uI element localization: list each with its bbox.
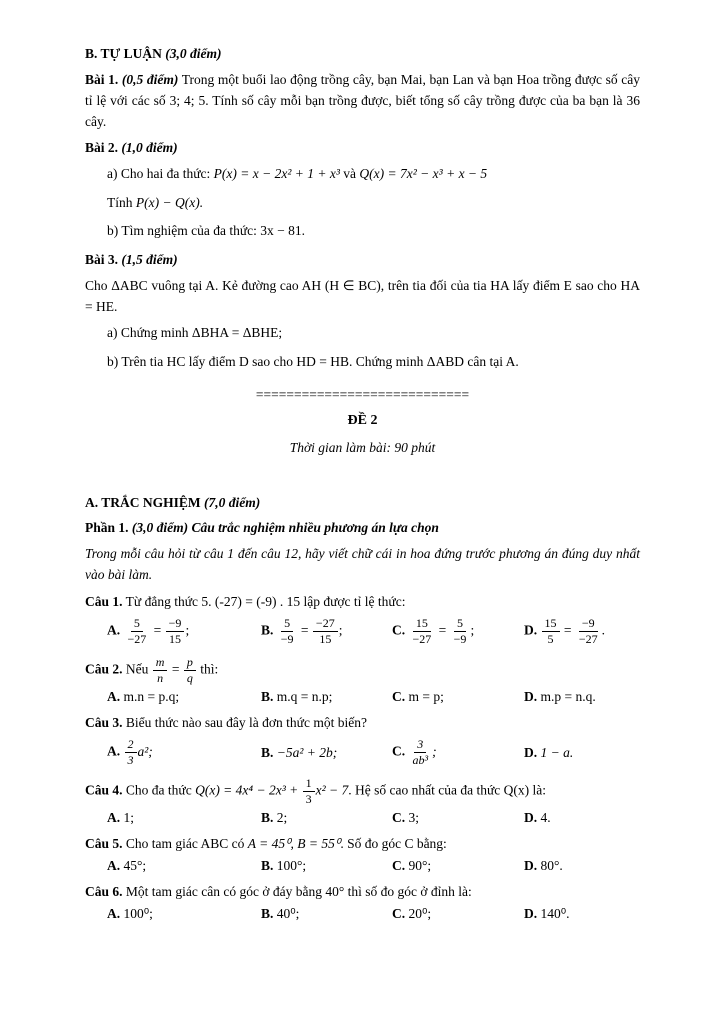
section-divider: ============================ — [255, 386, 470, 402]
q4-option-c — [392, 810, 524, 826]
fraction-numerator: p — [184, 655, 196, 671]
q6-text: Một tam giác cân có góc ở đáy bằng 40° thì số đo góc ở đỉnh là: — [125, 883, 472, 899]
q5-math: A = 45⁰, B = 55⁰ — [247, 836, 341, 852]
equals-sign: = — [153, 622, 162, 638]
option-letter: B. — [261, 857, 274, 873]
fraction-denominator: q — [186, 671, 193, 686]
fraction-numerator: 15 — [542, 616, 560, 632]
fraction-numerator: 2 — [125, 737, 137, 753]
option-text: m.q = n.p; — [276, 689, 333, 705]
option-text: 80°. — [540, 857, 563, 873]
option-text: 1; — [123, 810, 135, 826]
q6-option-b — [261, 906, 392, 922]
option-post: a²; — [137, 743, 153, 759]
option-letter: D. — [524, 744, 538, 760]
option-letter: B. — [261, 905, 274, 921]
q4-label: Câu 4. — [85, 782, 123, 798]
mc-section-heading — [85, 493, 640, 514]
fraction-denominator: −9 — [453, 632, 467, 647]
option-letter: C. — [392, 905, 406, 921]
tinh-prefix: Tính — [107, 194, 133, 210]
q5-label: Câu 5. — [85, 836, 123, 852]
option-text: 3; — [408, 810, 420, 826]
polynomial-p: P(x) = x − 2x² + 1 + x³ — [213, 165, 340, 181]
question-5 — [85, 834, 640, 855]
tinh-expression: P(x) − Q(x). — [135, 194, 204, 210]
option-text: 90°; — [408, 857, 432, 873]
fraction — [153, 655, 168, 686]
option-letter: D. — [524, 689, 538, 705]
polynomial-q: Q(x) = 7x² − x³ + x − 5 — [359, 165, 488, 181]
q2-option-b — [261, 689, 392, 705]
q1-option-a — [107, 616, 261, 647]
bai3-item-b: b) Trên tia HC lấy điểm D sao cho HD = HB. Chứng minh ΔABD cân tại A. — [107, 354, 519, 370]
question-6 — [85, 882, 640, 903]
option-text: 2; — [276, 810, 288, 826]
option-tail: . — [601, 622, 606, 638]
q5-options — [107, 858, 640, 874]
fraction — [184, 655, 196, 686]
option-letter: A. — [107, 810, 121, 826]
q1-label: Câu 1. — [85, 594, 123, 610]
option-text: m = p; — [408, 689, 444, 705]
fraction-numerator: −9 — [166, 616, 185, 632]
equals-sign: = — [171, 661, 180, 677]
fraction — [542, 616, 560, 647]
fraction-numerator: 5 — [454, 616, 466, 632]
fraction — [410, 616, 435, 647]
fraction-numerator: −9 — [579, 616, 598, 632]
fraction-numerator: 3 — [414, 737, 426, 753]
q5-pre: Cho tam giác ABC có — [125, 836, 245, 852]
fraction — [451, 616, 470, 647]
essay-heading-label: B. TỰ LUẬN — [85, 46, 162, 61]
q1-option-b — [261, 616, 392, 647]
q4-pre: Cho đa thức — [125, 782, 192, 798]
question-1 — [85, 592, 640, 613]
fraction — [166, 616, 185, 647]
q3-text: Biểu thức nào sau đây là đơn thức một biến? — [125, 715, 367, 731]
fraction — [303, 776, 315, 807]
option-tail: ; — [338, 622, 343, 638]
equals-sign: = — [300, 622, 309, 638]
q2-pre: Nếu — [125, 661, 149, 677]
bai2-item-b — [107, 221, 640, 242]
q4-option-b — [261, 810, 392, 826]
fraction — [410, 737, 432, 768]
option-letter: C. — [392, 810, 406, 826]
q4-option-d — [524, 810, 640, 826]
q2-option-c — [392, 689, 524, 705]
mc-instruction: Trong mỗi câu hỏi từ câu 1 đến câu 12, hãy viết chữ cái in hoa đứng trước phương án đúng duy nhất vào bài làm. — [85, 546, 640, 583]
q4-tail: . Hệ số cao nhất của đa thức Q(x) là: — [348, 782, 547, 798]
mc-heading-points: (7,0 điểm) — [204, 494, 261, 510]
option-tail: ; — [470, 622, 475, 638]
option-letter: B. — [261, 810, 274, 826]
exam-duration: Thời gian làm bài: 90 phút — [289, 439, 436, 455]
option-letter: D. — [524, 905, 538, 921]
q1-text: Từ đẳng thức 5. (-27) = (-9) . 15 lập được tỉ lệ thức: — [125, 594, 406, 610]
fraction-denominator: 15 — [319, 632, 332, 647]
bai1-points: (0,5 điểm) — [121, 71, 179, 87]
bai2-a-and: và — [343, 165, 357, 181]
q2-option-d — [524, 689, 640, 705]
q6-option-d — [524, 906, 640, 922]
equals-sign: = — [438, 622, 447, 638]
bai3-points: (1,5 điểm) — [121, 252, 178, 268]
fraction-denominator: −27 — [578, 632, 598, 647]
option-letter: D. — [524, 857, 538, 873]
q5-option-d — [524, 858, 640, 874]
bai2-b-expression: 3x − 81. — [260, 223, 306, 239]
q2-label: Câu 2. — [85, 661, 123, 677]
fraction-denominator: 3 — [305, 792, 312, 807]
problem-bai1 — [85, 70, 640, 133]
question-2 — [85, 655, 640, 686]
q3-option-c — [392, 737, 524, 768]
option-letter: C. — [392, 857, 406, 873]
fraction-numerator: m — [153, 655, 168, 671]
mc-heading-label: A. TRẮC NGHIỆM — [85, 494, 201, 510]
option-text: 4. — [540, 810, 551, 826]
bai2-points: (1,0 điểm) — [121, 139, 178, 155]
q3-option-b — [261, 745, 392, 761]
option-text: m.p = n.q. — [540, 689, 596, 705]
part1-desc: (3,0 điểm) Câu trắc nghiệm nhiều phương án lựa chọn — [131, 520, 439, 536]
fraction-denominator: ab³ — [412, 753, 429, 768]
option-expression — [124, 737, 153, 768]
bai3-label: Bài 3. — [85, 252, 119, 268]
question-3 — [85, 713, 640, 734]
q2-tail: thì: — [200, 661, 219, 677]
bai3-item-a: a) Chứng minh ΔBHA = ΔBHE; — [107, 325, 283, 341]
q1-option-c — [392, 616, 524, 647]
option-post: 1 − a. — [540, 744, 574, 760]
option-letter: A. — [107, 743, 121, 759]
option-expression — [409, 737, 437, 768]
fraction-denominator: 15 — [169, 632, 182, 647]
q3-label: Câu 3. — [85, 715, 123, 731]
q5-option-c — [392, 858, 524, 874]
essay-heading-points: (3,0 điểm) — [165, 46, 222, 61]
q5-option-a — [107, 858, 261, 874]
option-letter: B. — [261, 689, 274, 705]
q5-tail: . Số đo góc C bằng: — [340, 836, 447, 852]
q6-label: Câu 6. — [85, 883, 123, 899]
option-expression — [541, 745, 574, 760]
option-text: 140⁰. — [540, 905, 570, 921]
fraction-numerator: −27 — [313, 616, 338, 632]
fraction-numerator: 15 — [413, 616, 431, 632]
option-text: 100⁰; — [123, 905, 153, 921]
q1-option-d — [524, 616, 640, 647]
problem-bai2-heading — [85, 138, 640, 159]
part1-label: Phần 1. — [85, 520, 129, 536]
q1-options — [107, 616, 640, 647]
option-text: m.n = p.q; — [123, 689, 180, 705]
q4-math1: Q(x) = 4x⁴ − 2x³ + — [195, 782, 299, 798]
essay-section-heading — [85, 44, 640, 65]
option-letter: B. — [261, 622, 274, 638]
q5-option-b — [261, 858, 392, 874]
fraction-denominator: −27 — [127, 632, 147, 647]
bai2-item-a — [107, 164, 640, 185]
q2-option-a — [107, 689, 261, 705]
fraction-denominator: −9 — [280, 632, 294, 647]
option-letter: C. — [392, 689, 406, 705]
mc-part1-heading — [85, 518, 640, 539]
q4-options — [107, 810, 640, 826]
fraction-denominator: −27 — [412, 632, 432, 647]
equals-sign: = — [563, 622, 572, 638]
q3-option-a — [107, 737, 261, 768]
fraction — [313, 616, 338, 647]
option-letter: A. — [107, 622, 121, 638]
option-post: −5a² + 2b; — [276, 744, 338, 760]
option-text: 45°; — [123, 857, 147, 873]
q3-option-d — [524, 745, 640, 761]
bai1-text: Trong một buổi lao động trồng cây, bạn Mai, bạn Lan và bạn Hoa trồng được số cây tỉ lệ với các số 3; 4; 5. Tính số cây mỗi bạn trồng được, biết tổng số cây trồng được của ba bạn là 36 cây. — [85, 71, 640, 129]
option-letter: D. — [524, 622, 538, 638]
problem-bai3-heading — [85, 250, 640, 271]
q6-option-c — [392, 906, 524, 922]
option-letter: C. — [392, 743, 406, 759]
q4-option-a — [107, 810, 261, 826]
option-letter: A. — [107, 857, 121, 873]
option-text: 100°; — [276, 857, 307, 873]
q4-math2: x² − 7 — [315, 782, 349, 798]
fraction — [576, 616, 601, 647]
bai2-item-tinh — [107, 193, 640, 214]
exam-title: ĐỀ 2 — [347, 412, 378, 428]
q6-options — [107, 906, 640, 922]
q6-option-a — [107, 906, 261, 922]
fraction — [278, 616, 297, 647]
option-letter: D. — [524, 810, 538, 826]
fraction-denominator: n — [157, 671, 164, 686]
option-text: 20⁰; — [408, 905, 432, 921]
bai2-label: Bài 2. — [85, 139, 119, 155]
bai1-label: Bài 1. — [85, 71, 119, 87]
fraction-numerator: 5 — [131, 616, 143, 632]
option-text: 40⁰; — [276, 905, 300, 921]
option-letter: C. — [392, 622, 406, 638]
fraction-denominator: 5 — [547, 632, 554, 647]
option-post: ; — [432, 743, 437, 759]
bai3-intro: Cho ΔABC vuông tại A. Kẻ đường cao AH (H ∈ BC), trên tia đối của tia HA lấy điểm E sao cho HA = HE. — [85, 278, 640, 315]
option-letter: A. — [107, 905, 121, 921]
fraction — [125, 737, 137, 768]
bai2-b-text: b) Tìm nghiệm của đa thức: — [107, 223, 257, 239]
fraction-denominator: 3 — [127, 753, 134, 768]
q2-options — [107, 689, 640, 705]
fraction — [125, 616, 150, 647]
option-letter: B. — [261, 744, 274, 760]
option-letter: A. — [107, 689, 121, 705]
bai2-a-prefix: a) Cho hai đa thức: — [107, 165, 211, 181]
option-expression — [277, 745, 338, 760]
fraction-numerator: 5 — [281, 616, 293, 632]
q3-options — [107, 737, 640, 768]
option-tail: ; — [185, 622, 190, 638]
fraction-numerator: 1 — [303, 776, 315, 792]
question-4 — [85, 776, 640, 807]
